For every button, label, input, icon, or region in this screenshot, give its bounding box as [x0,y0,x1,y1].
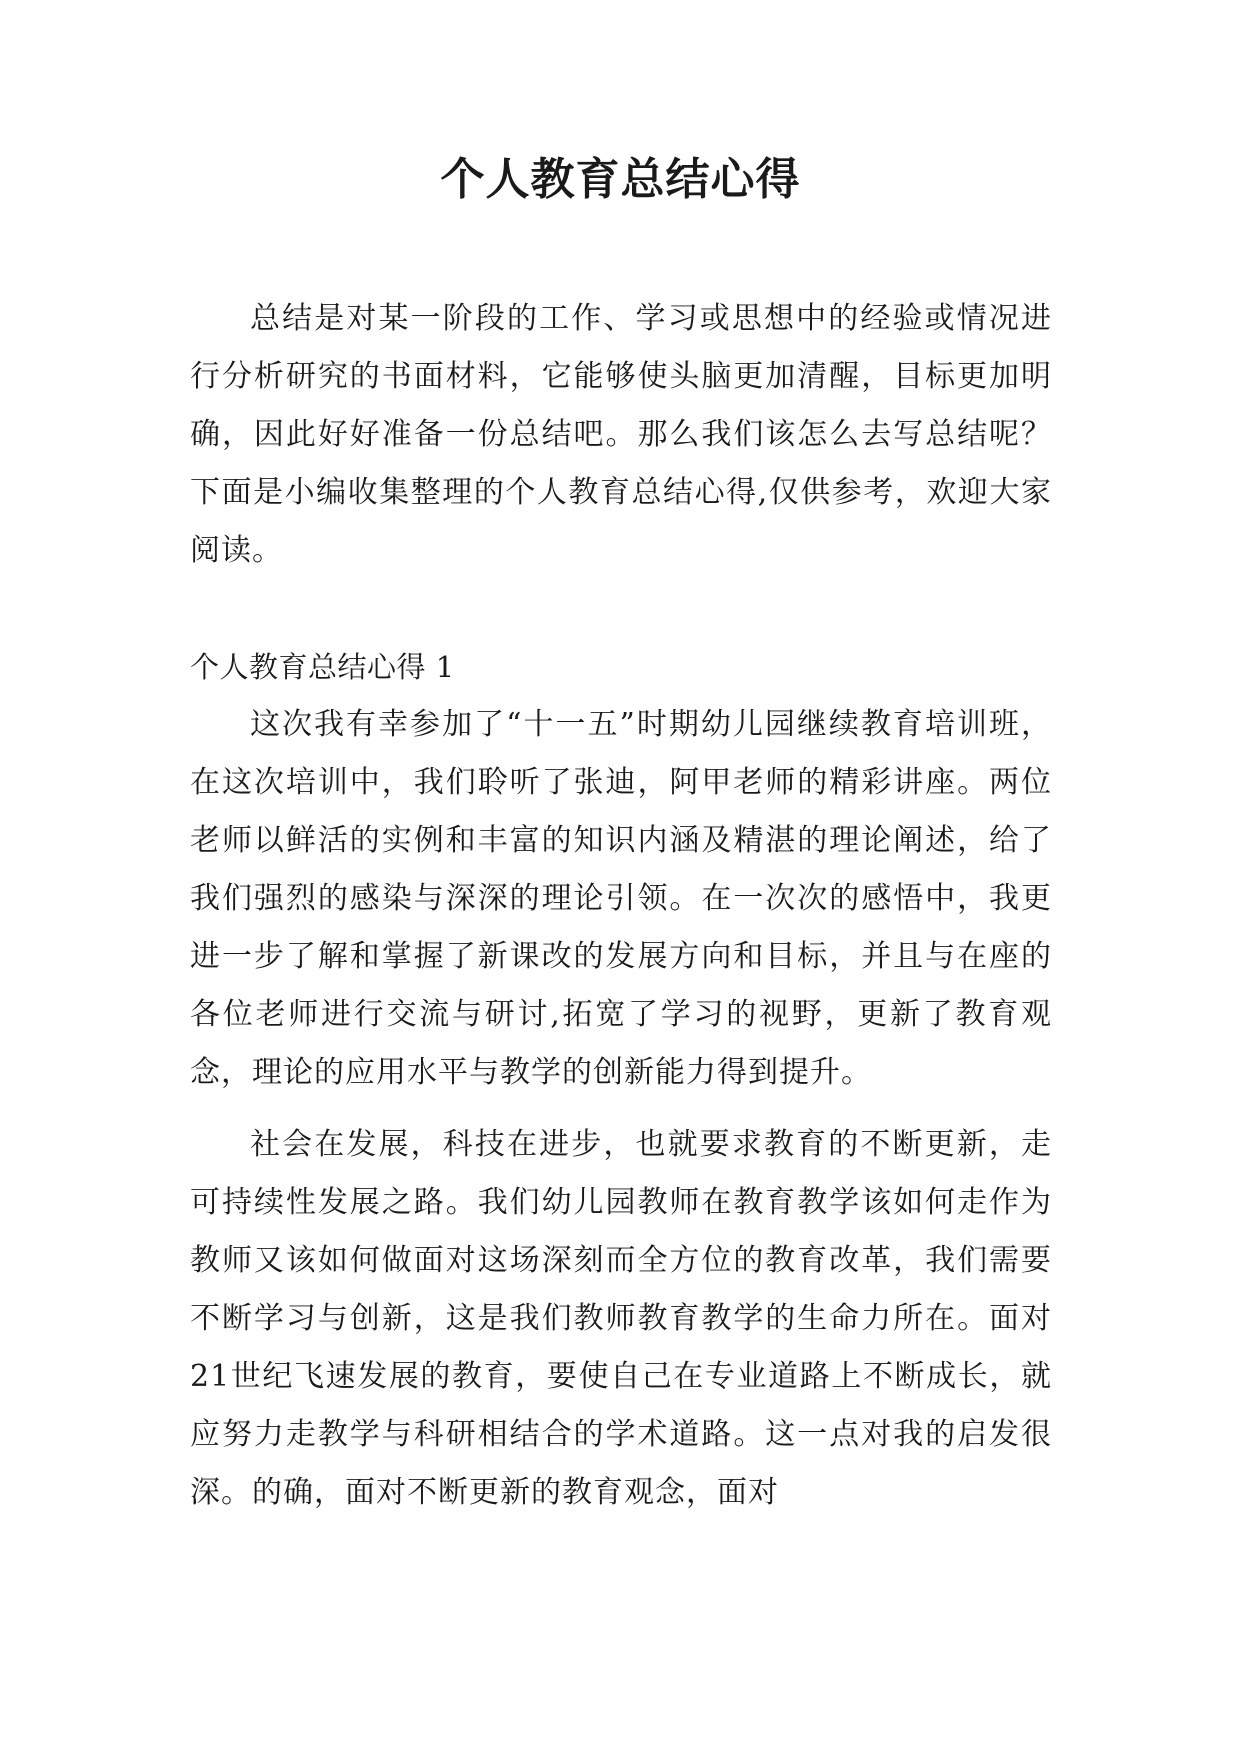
document-title: 个人教育总结心得 [440,154,801,205]
document-body [190,290,1052,1522]
intro-paragraph: 总结是对某一阶段的工作、学习或思想中的经验或情况进行分析研究的书面材料，它能够使头脑更加清醒，目标更加明确，因此好好准备一份总结吧。那么我们该怎么去写总结呢？下面是小编收集整理的个人教育总结心得,仅供参考，欢迎大家阅读。 [190,301,1052,568]
section-heading: 个人教育总结心得 1 [190,650,455,684]
section-paragraph-2: 社会在发展，科技在进步，也就要求教育的不断更新，走可持续性发展之路。我们幼儿园教师在教育教学该如何走作为教师又该如何做面对这场深刻而全方位的教育改革，我们需要不断学习与创新，这是我们教师教育教学的生命力所在。面对21世纪飞速发展的教育，要使自己在专业道路上不断成长，就应努力走教学与科研相结合的学术道路。这一点对我的启发很深。的确，面对不断更新的教育观念，面对 [190,1127,1052,1510]
section-paragraph-1: 这次我有幸参加了“十一五”时期幼儿园继续教育培训班，在这次培训中，我们聆听了张迪，阿甲老师的精彩讲座。两位老师以鲜活的实例和丰富的知识内涵及精湛的理论阐述，给了我们强烈的感染与深深的理论引领。在一次次的感悟中，我更进一步了解和掌握了新课改的发展方向和目标，并且与在座的各位老师进行交流与研讨,拓宽了学习的视野，更新了教育观念，理论的应用水平与教学的创新能力得到提升。 [190,707,1052,1090]
